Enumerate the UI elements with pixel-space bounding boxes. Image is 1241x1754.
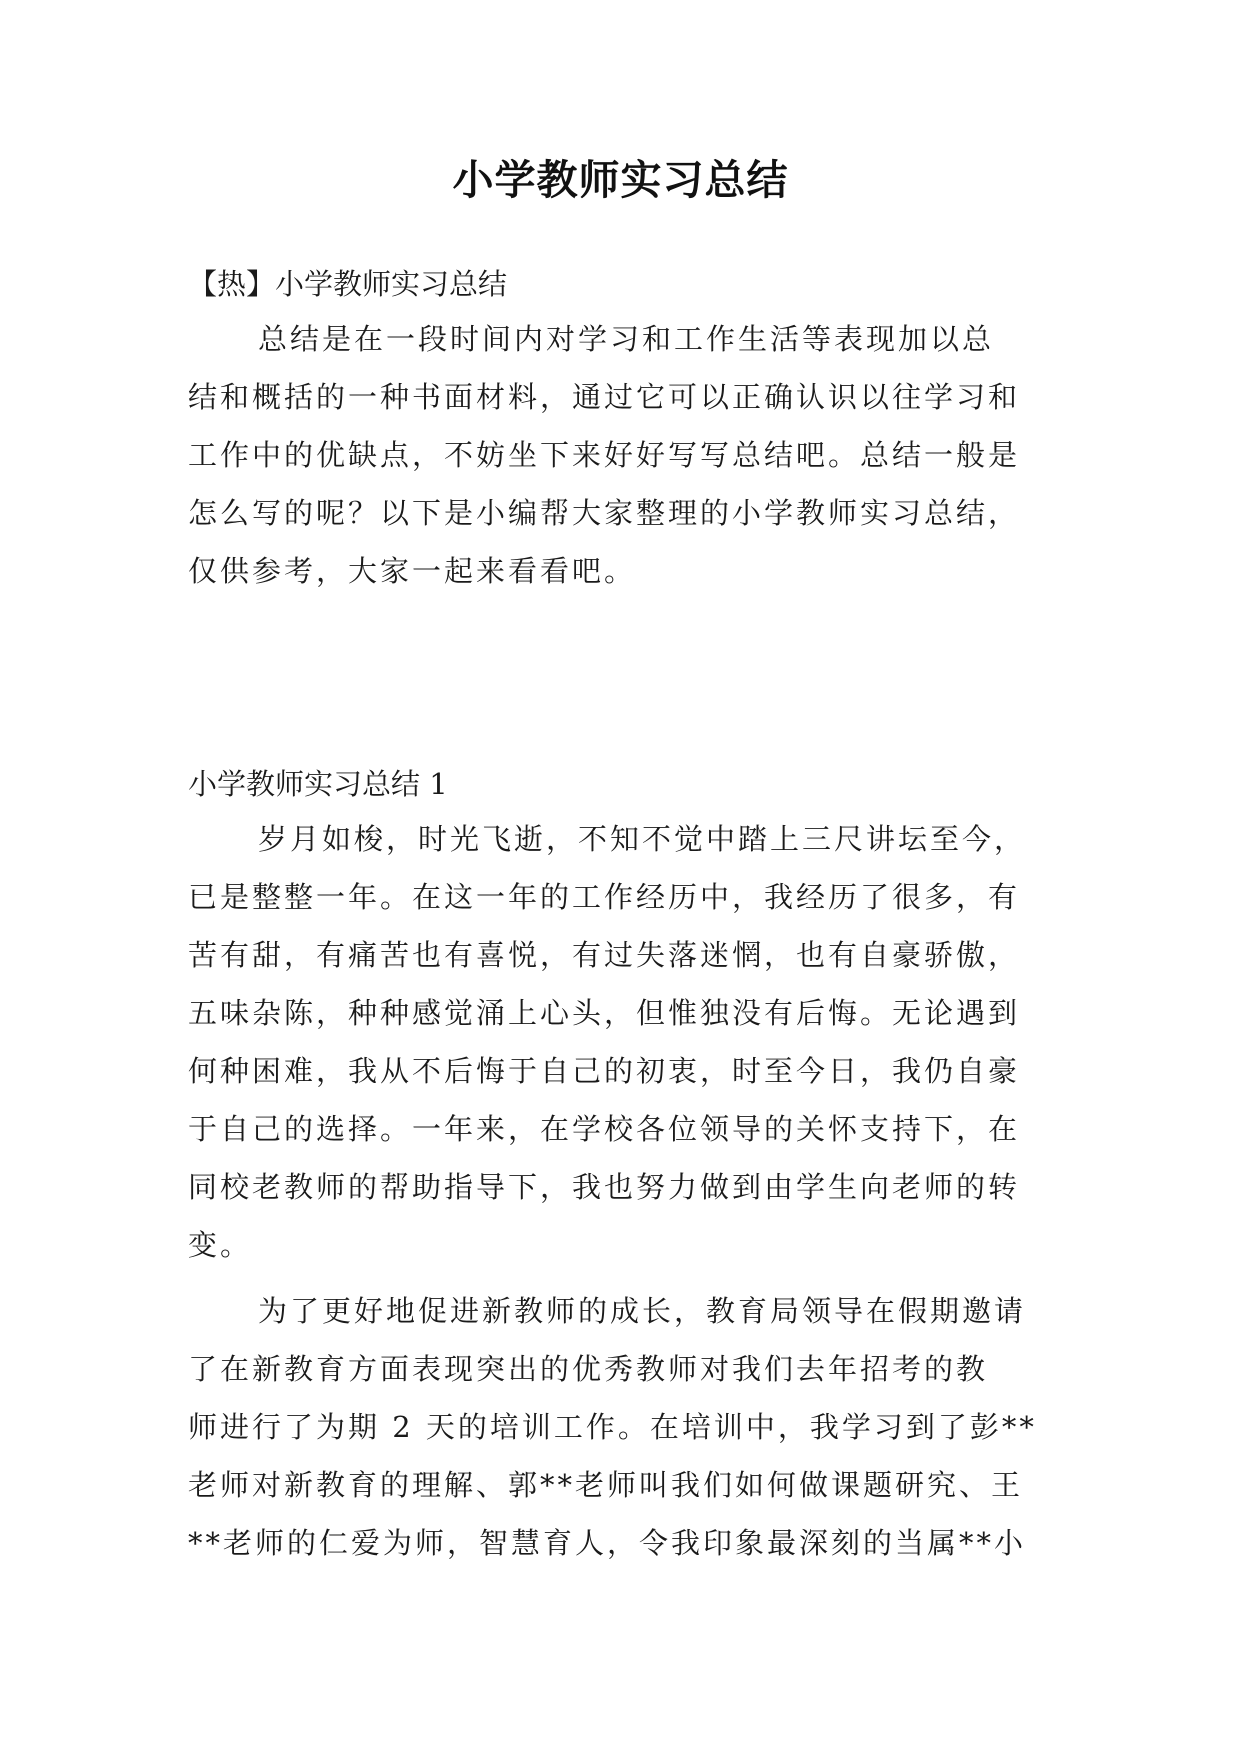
paragraph-line: 苦有甜，有痛苦也有喜悦，有过失落迷惘，也有自豪骄傲， (188, 938, 1021, 972)
paragraph-2 (188, 1282, 1068, 1572)
intro-line: 怎么写的呢？以下是小编帮大家整理的小学教师实习总结， (188, 496, 1021, 530)
section-heading: 小学教师实习总结 1 (188, 767, 448, 801)
intro-line: 工作中的优缺点，不妨坐下来好好写写总结吧。总结一般是 (188, 438, 1021, 472)
paragraph-line: 变。 (188, 1228, 253, 1262)
paragraph-line: 何种困难，我从不后悔于自己的初衷，时至今日，我仍自豪 (188, 1054, 1021, 1088)
paragraph-line: 老师对新教育的理解、郭**老师叫我们如何做课题研究、王 (188, 1468, 1024, 1502)
paragraph-line: 岁月如梭，时光飞逝，不知不觉中踏上三尺讲坛至今， (258, 822, 1027, 856)
paragraph-line: 于自己的选择。一年来，在学校各位领导的关怀支持下，在 (188, 1112, 1021, 1146)
paragraph-line: 了在新教育方面表现突出的优秀教师对我们去年招考的教 (188, 1352, 989, 1386)
paragraph-line: 师进行了为期 2 天的培训工作。在培训中，我学习到了彭** (188, 1410, 1037, 1444)
intro-line: 结和概括的一种书面材料，通过它可以正确认识以往学习和 (188, 380, 1021, 414)
intro-line: 仅供参考，大家一起来看看吧。 (188, 554, 637, 588)
paragraph-line: 为了更好地促进新教师的成长，教育局领导在假期邀请 (258, 1294, 1027, 1328)
hot-heading: 【热】小学教师实习总结 (188, 267, 508, 301)
paragraph-line: 五味杂陈，种种感觉涌上心头，但惟独没有后悔。无论遇到 (188, 996, 1021, 1030)
paragraph-line: 同校老教师的帮助指导下，我也努力做到由学生向老师的转 (188, 1170, 1021, 1204)
intro-paragraph (188, 310, 1068, 600)
paragraph-line: 已是整整一年。在这一年的工作经历中，我经历了很多，有 (188, 880, 1021, 914)
intro-line: 总结是在一段时间内对学习和工作生活等表现加以总 (258, 322, 995, 356)
paragraph-1 (188, 810, 1068, 1274)
document-title: 小学教师实习总结 (452, 156, 789, 204)
paragraph-line: **老师的仁爱为师，智慧育人，令我印象最深刻的当属**小 (188, 1526, 1027, 1560)
